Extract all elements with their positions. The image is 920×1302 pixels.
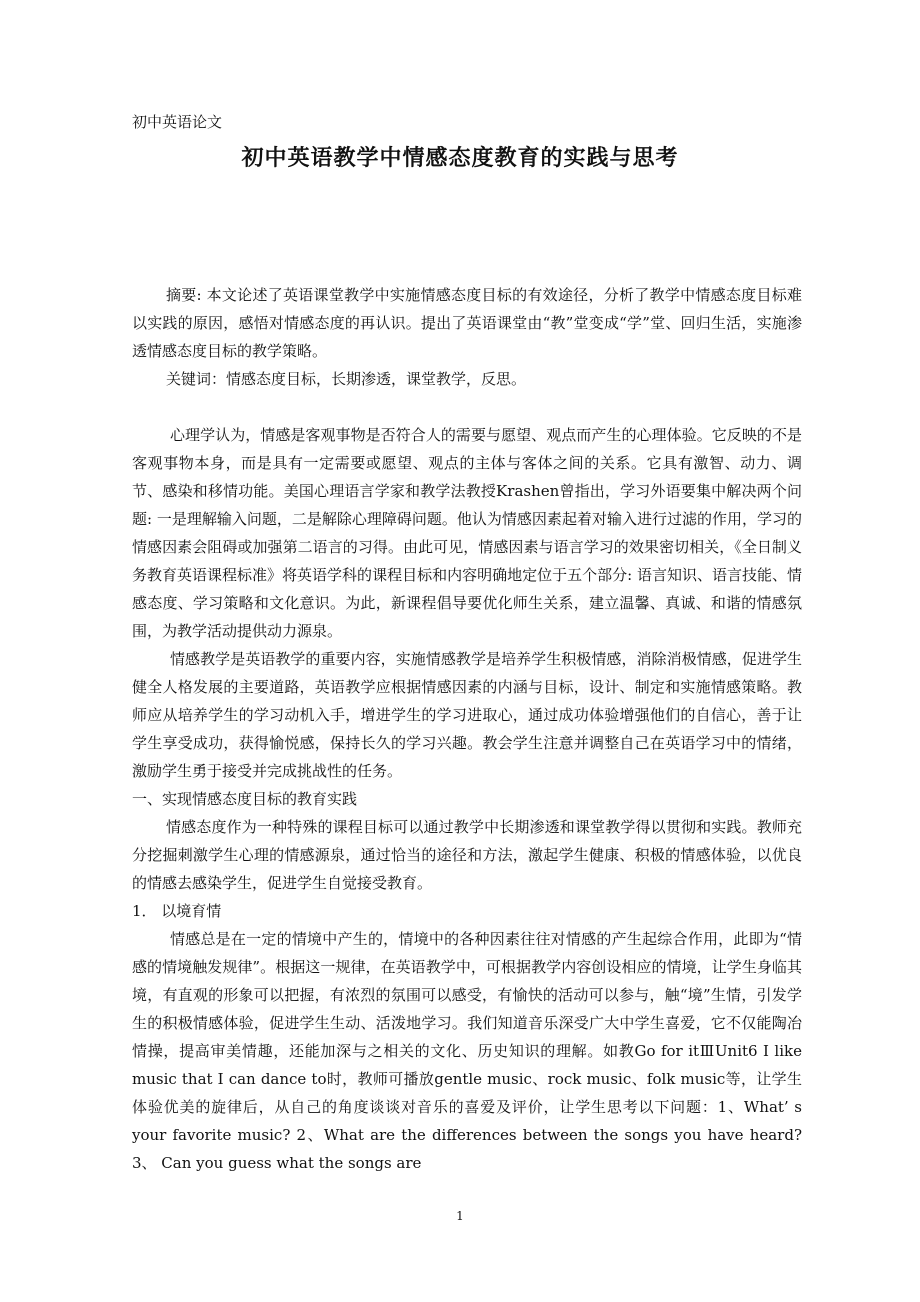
subsection-1-paragraph: 情感总是在一定的情境中产生的，情境中的各种因素往往对情感的产生起综合作用，此即为“情感的情境触发规律”。根据这一规律，在英语教学中，可根据教学内容创设相应的情境，让学生身临其境，有直观的形象可以把握，有浓烈的氛围可以感受，有愉快的活动可以参与，触“境”生情，引发学生的积极情感体验，促进学生生动、活泼地学习。我们知道音乐深受广大中学生喜爱，它不仅能陶冶情操，提高审美情趣，还能加深与之相关的文化、历史知识的理解。如教Go for itⅢUnit6 I like music that I can dance to时，教师可播放gentle music、rock music、folk music等，让学生体验优美的旋律后，从自己的角度谈谈对音乐的喜爱及评价，让学生思考以下问题：1、What’ s your favorite music? 2、What are the differences between the songs you have heard? 3、 Can you guess what the songs are [132, 930, 802, 1172]
abstract-paragraph: 摘要: 本文论述了英语课堂教学中实施情感态度目标的有效途径，分析了教学中情感态度目标难以实践的原因，感悟对情感态度的再认识。提出了英语课堂由“教”堂变成“学”堂、回归生活，实施渗透情感态度目标的教学策略。 [132, 286, 802, 360]
document-body [132, 281, 802, 1177]
intro-paragraph-1: 心理学认为，情感是客观事物是否符合人的需要与愿望、观点而产生的心理体验。它反映的不是客观事物本身，而是具有一定需要或愿望、观点的主体与客体之间的关系。它具有激智、动力、调节、感染和移情功能。美国心理语言学家和教学法教授Krashen曾指出，学习外语要集中解决两个问题: 一是理解输入问题，二是解除心理障碍问题。他认为情感因素起着对输入进行过滤的作用，学习的情感因素会阻碍或加强第二语言的习得。由此可见，情感因素与语言学习的效果密切相关，《全日制义务教育英语课程标准》将英语学科的课程目标和内容明确地定位于五个部分: 语言知识、语言技能、情感态度、学习策略和文化意识。为此，新课程倡导要优化师生关系，建立温馨、真诚、和谐的情感氛围，为教学活动提供动力源泉。 [132, 426, 802, 640]
document-category: 初中英语论文 [132, 113, 223, 131]
subsection-1-heading: 1． 以境育情 [132, 902, 222, 920]
section-1-paragraph: 情感态度作为一种特殊的课程目标可以通过教学中长期渗透和课堂教学得以贯彻和实践。教师充分挖掘刺激学生心理的情感源泉，通过恰当的途径和方法，激起学生健康、积极的情感体验，以优良的情感去感染学生，促进学生自觉接受教育。 [132, 818, 802, 892]
page-number: 1 [456, 1209, 464, 1223]
intro-paragraph-2: 情感教学是英语教学的重要内容，实施情感教学是培养学生积极情感，消除消极情感，促进学生健全人格发展的主要道路，英语教学应根据情感因素的内涵与目标，设计、制定和实施情感策略。教师应从培养学生的学习动机入手，增进学生的学习进取心，通过成功体验增强他们的自信心，善于让学生享受成功，获得愉悦感，保持长久的学习兴趣。教会学生注意并调整自己在英语学习中的情绪，激励学生勇于接受并完成挑战性的任务。 [132, 650, 802, 780]
section-1-heading: 一、实现情感态度目标的教育实践 [132, 790, 358, 808]
paragraph-spacer [132, 393, 802, 421]
document-title: 初中英语教学中情感态度教育的实践与思考 [241, 146, 679, 171]
keywords-paragraph: 关键词：情感态度目标，长期渗透，课堂教学，反思。 [166, 370, 527, 388]
